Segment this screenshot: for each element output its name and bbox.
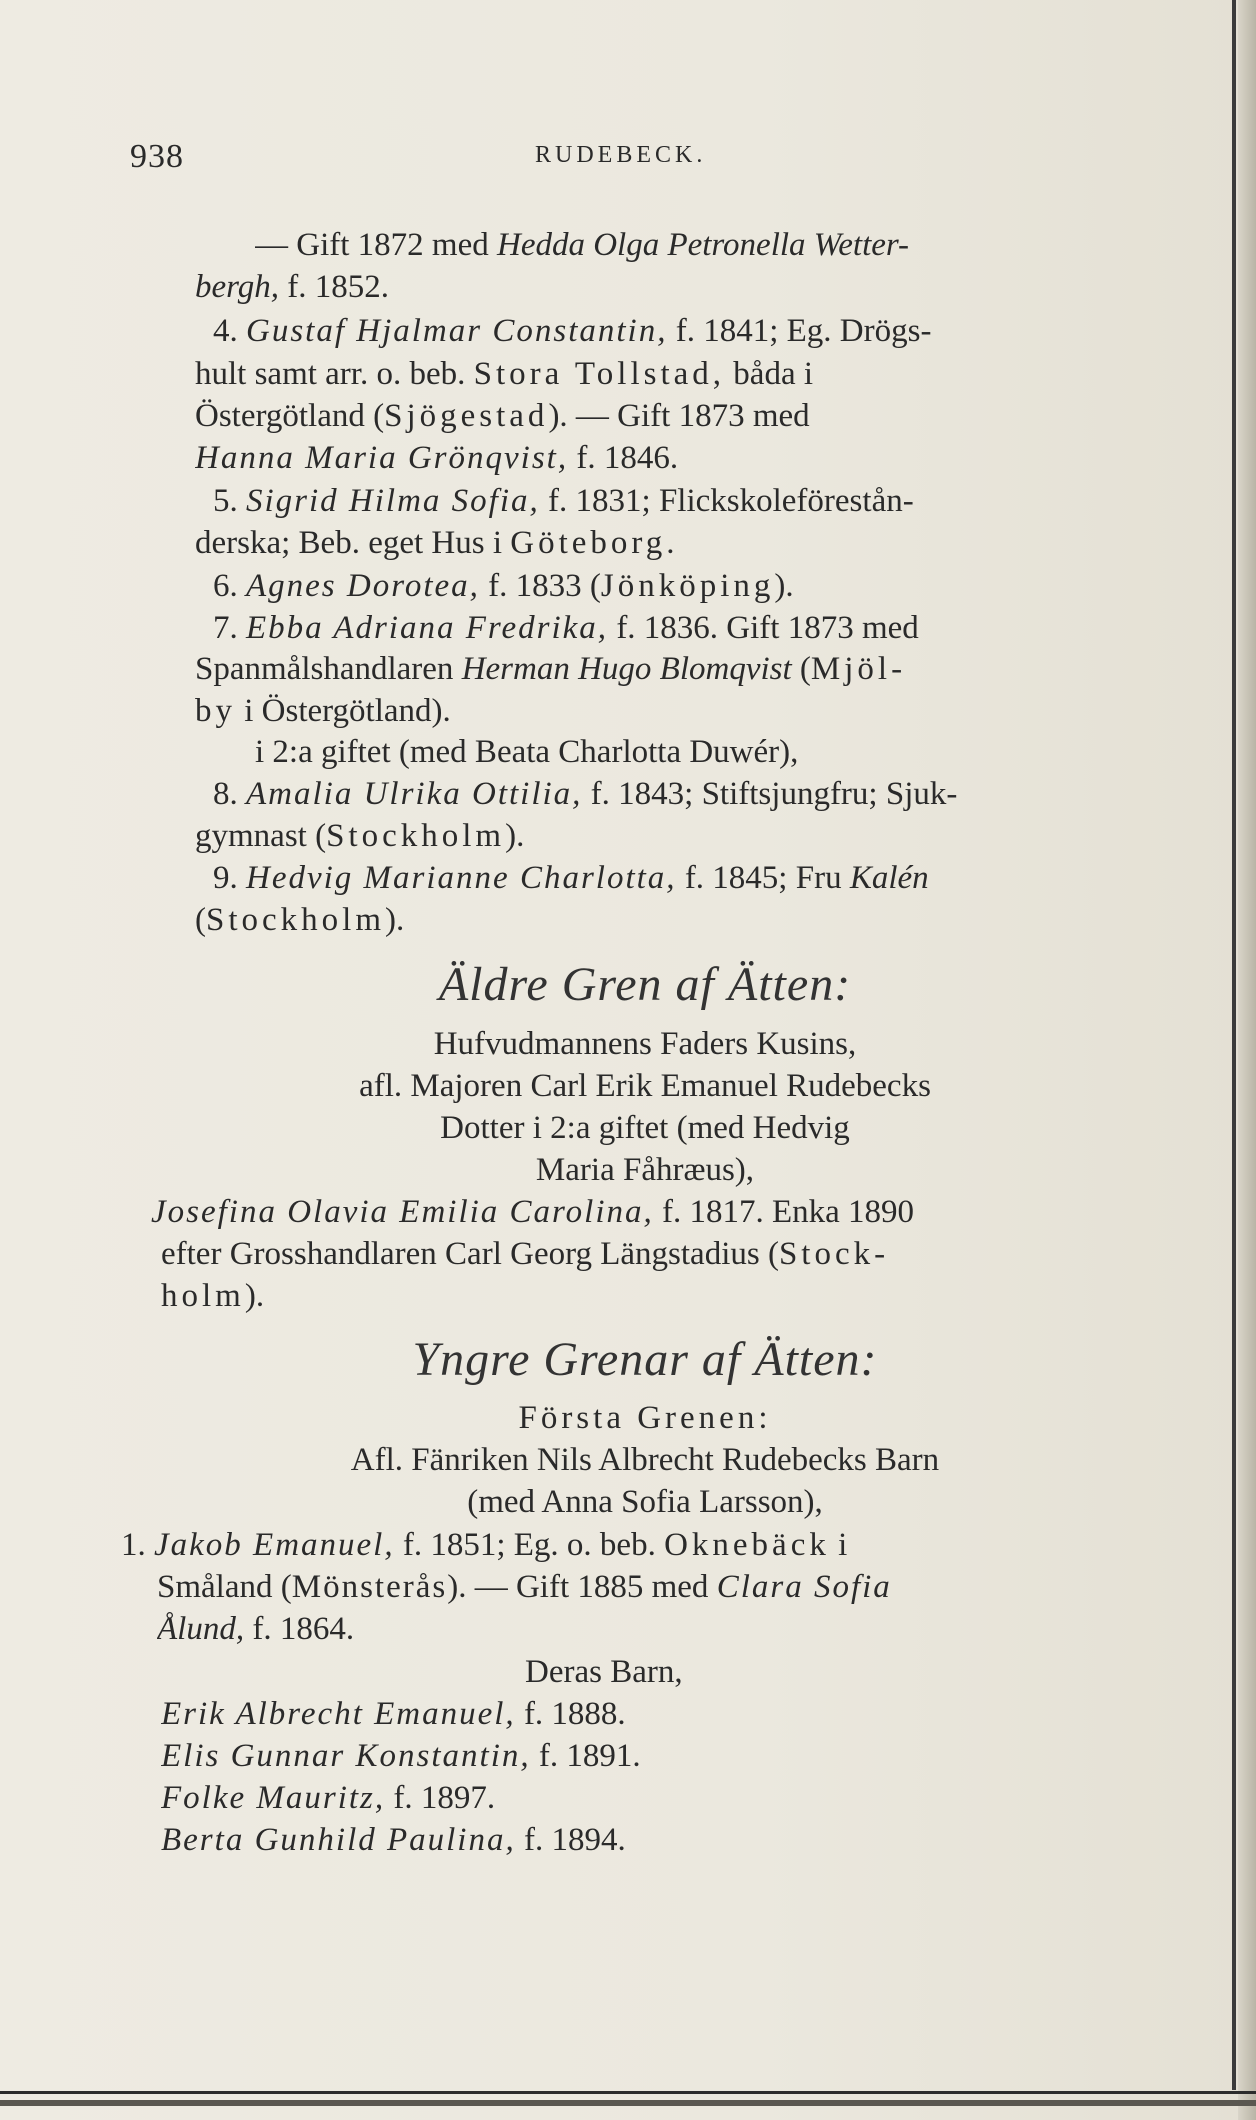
text-line [155,1439,1135,1481]
text-line [155,1023,1135,1065]
place-name: Mjöl- [810,651,907,687]
text-span: ). [505,818,525,854]
text-span: f. 1836. Gift 1873 med [608,610,919,646]
text-span: ). — Gift 1885 med [447,1569,717,1605]
text-span: derska; Beb. eget Hus i [195,525,511,561]
page-edge-line [1232,0,1236,2090]
place-name: Jönköping [600,568,775,604]
person-name: Clara Sofia [716,1569,892,1605]
person-name: Herman Hugo Blomqvist [461,651,792,687]
text-line [161,1275,1141,1317]
person-name: Berta Gunhild Paulina, [161,1822,516,1858]
list-number: 7. [213,610,246,646]
page-number: 938 [130,138,184,175]
person-name: Agnes Dorotea, [246,568,480,604]
text-line [195,648,1175,690]
text-line [161,1735,1141,1777]
text-span: f. 1846. [568,440,679,476]
text-span: ( [791,651,811,687]
text-span: f. 1894. [515,1822,626,1858]
place-name: Stockholm [206,902,386,938]
page-edge [1238,0,1256,2120]
person-name: Gustaf Hjalmar Constantin, [246,313,668,349]
list-number: 5. [213,483,246,519]
text-span: Småland ( [157,1569,292,1605]
person-name: Hedda Olga Petronella Wetter- [496,227,910,263]
subsection-heading: Första Grenen: [518,1400,772,1436]
place-name: holm [161,1278,245,1314]
text-span: (med Anna Sofia Larsson), [467,1484,823,1520]
list-number: 6. [213,568,246,604]
text-line [161,1233,1141,1275]
person-name: Erik Albrecht Emanuel, [161,1696,516,1732]
text-line [155,1065,1135,1107]
text-span: afl. Majoren Carl Erik Emanuel Rudebecks [359,1068,931,1104]
person-name: Hanna Maria Grönqvist, [195,440,569,476]
text-line [157,1608,1137,1650]
text-line [195,353,1175,395]
section-heading: Yngre Grenar af Ätten: [412,1333,878,1386]
person-name: Ebba Adriana Fredrika, [246,610,609,646]
list-number: 4. [213,313,246,349]
text-line [151,1191,1131,1233]
person-name: Elis Gunnar Konstantin, [161,1738,531,1774]
text-span: ). [774,568,794,604]
text-span: f. 1817. Enka 1890 [653,1194,915,1230]
text-line [161,1819,1141,1861]
text-span: f. 1891. [530,1738,641,1774]
text-span: efter Grosshandlaren Carl Georg Längstadius ( [161,1236,779,1272]
place-name: Stock- [778,1236,890,1272]
person-name: Sigrid Hilma Sofia, [246,483,540,519]
place-name: Mönsterås [291,1569,448,1605]
place-name: Sjögestad [384,398,549,434]
text-span: i Östergötland). [236,693,451,729]
person-name: Jakob Emanuel, [154,1527,395,1563]
bottom-rule-shadow [0,2100,1256,2106]
text-span: Spanmålshandlaren [195,651,462,687]
text-span: ). — Gift 1873 med [548,398,810,434]
text-line [213,565,1193,607]
section-heading: Äldre Gren af Ätten: [438,958,852,1011]
text-line [255,731,1135,773]
person-name: Hedvig Marianne Charlotta, [246,860,677,896]
text-line [195,395,1175,437]
person-name: Folke Mauritz, [161,1780,386,1816]
text-line [155,1397,1135,1439]
text-line [195,815,1175,857]
text-line [155,1481,1135,1523]
text-span: f. 1864. [244,1611,355,1647]
text-span: — Gift 1872 med [255,227,497,263]
text-span: Hufvudmannens Faders Kusins, [433,1026,857,1062]
person-name: Amalia Ulrika Ottilia, [246,776,583,812]
bottom-rule [0,2091,1256,2094]
list-number: 1. [121,1527,154,1563]
text-span: Afl. Fänriken Nils Albrecht Rudebecks Barn [350,1442,940,1478]
text-span: f. 1845; Fru [676,860,850,896]
text-line [195,690,1175,732]
running-head: RUDEBECK. [535,142,707,168]
text-line [161,1693,1141,1735]
text-span: båda i [725,356,814,392]
text-line [213,480,1193,522]
person-name: Kalén [849,860,929,896]
list-number: 9. [213,860,246,896]
place-name: Stockholm [326,818,506,854]
text-line [195,266,1175,308]
text-span: Deras Barn, [525,1654,683,1690]
text-span: Östergötland ( [195,398,385,434]
text-span: f. 1851; Eg. o. beb. [394,1527,665,1563]
text-span: f. 1843; Stiftsjungfru; Sjuk- [582,776,958,812]
person-name: Ålund, [157,1611,245,1647]
text-line [121,1524,1101,1566]
text-line [213,773,1193,815]
text-line [213,310,1193,352]
text-span: gymnast ( [195,818,327,854]
place-name: Göteborg. [510,525,679,561]
text-span: hult samt arr. o. beb. [195,356,474,392]
text-line [195,437,1175,479]
text-span: ( [195,902,206,938]
text-line [525,1651,1125,1693]
text-line [157,1566,1137,1608]
page-header [130,138,1135,178]
place-name: by [195,693,236,729]
text-span: f. 1888. [515,1696,626,1732]
text-span: f. 1831; Flickskoleförestån- [539,483,914,519]
text-span: ). [385,902,405,938]
text-span: f. 1841; Eg. Drögs- [667,313,932,349]
text-line [255,224,1135,266]
text-span: f. 1852. [279,269,390,305]
place-name: Oknebäck [664,1527,830,1563]
text-line [155,1149,1135,1191]
place-name: Stora Tollstad, [473,356,726,392]
text-line [213,857,1193,899]
text-line [161,1777,1141,1819]
text-span: Maria Fåhræus), [535,1152,755,1188]
text-span: f. 1833 ( [479,568,601,604]
person-name: bergh, [195,269,280,305]
text-line [213,607,1193,649]
list-number: 8. [213,776,246,812]
text-line [195,899,1175,941]
text-span: ). [244,1278,265,1314]
text-line [195,522,1175,564]
person-name: Josefina Olavia Emilia Carolina, [151,1194,654,1230]
text-span: f. 1897. [385,1780,496,1816]
text-span: i 2:a giftet (med Beata Charlotta Duwér), [255,734,799,770]
text-span: i [829,1527,848,1563]
text-line [155,1107,1135,1149]
text-span: Dotter i 2:a giftet (med Hedvig [440,1110,850,1146]
